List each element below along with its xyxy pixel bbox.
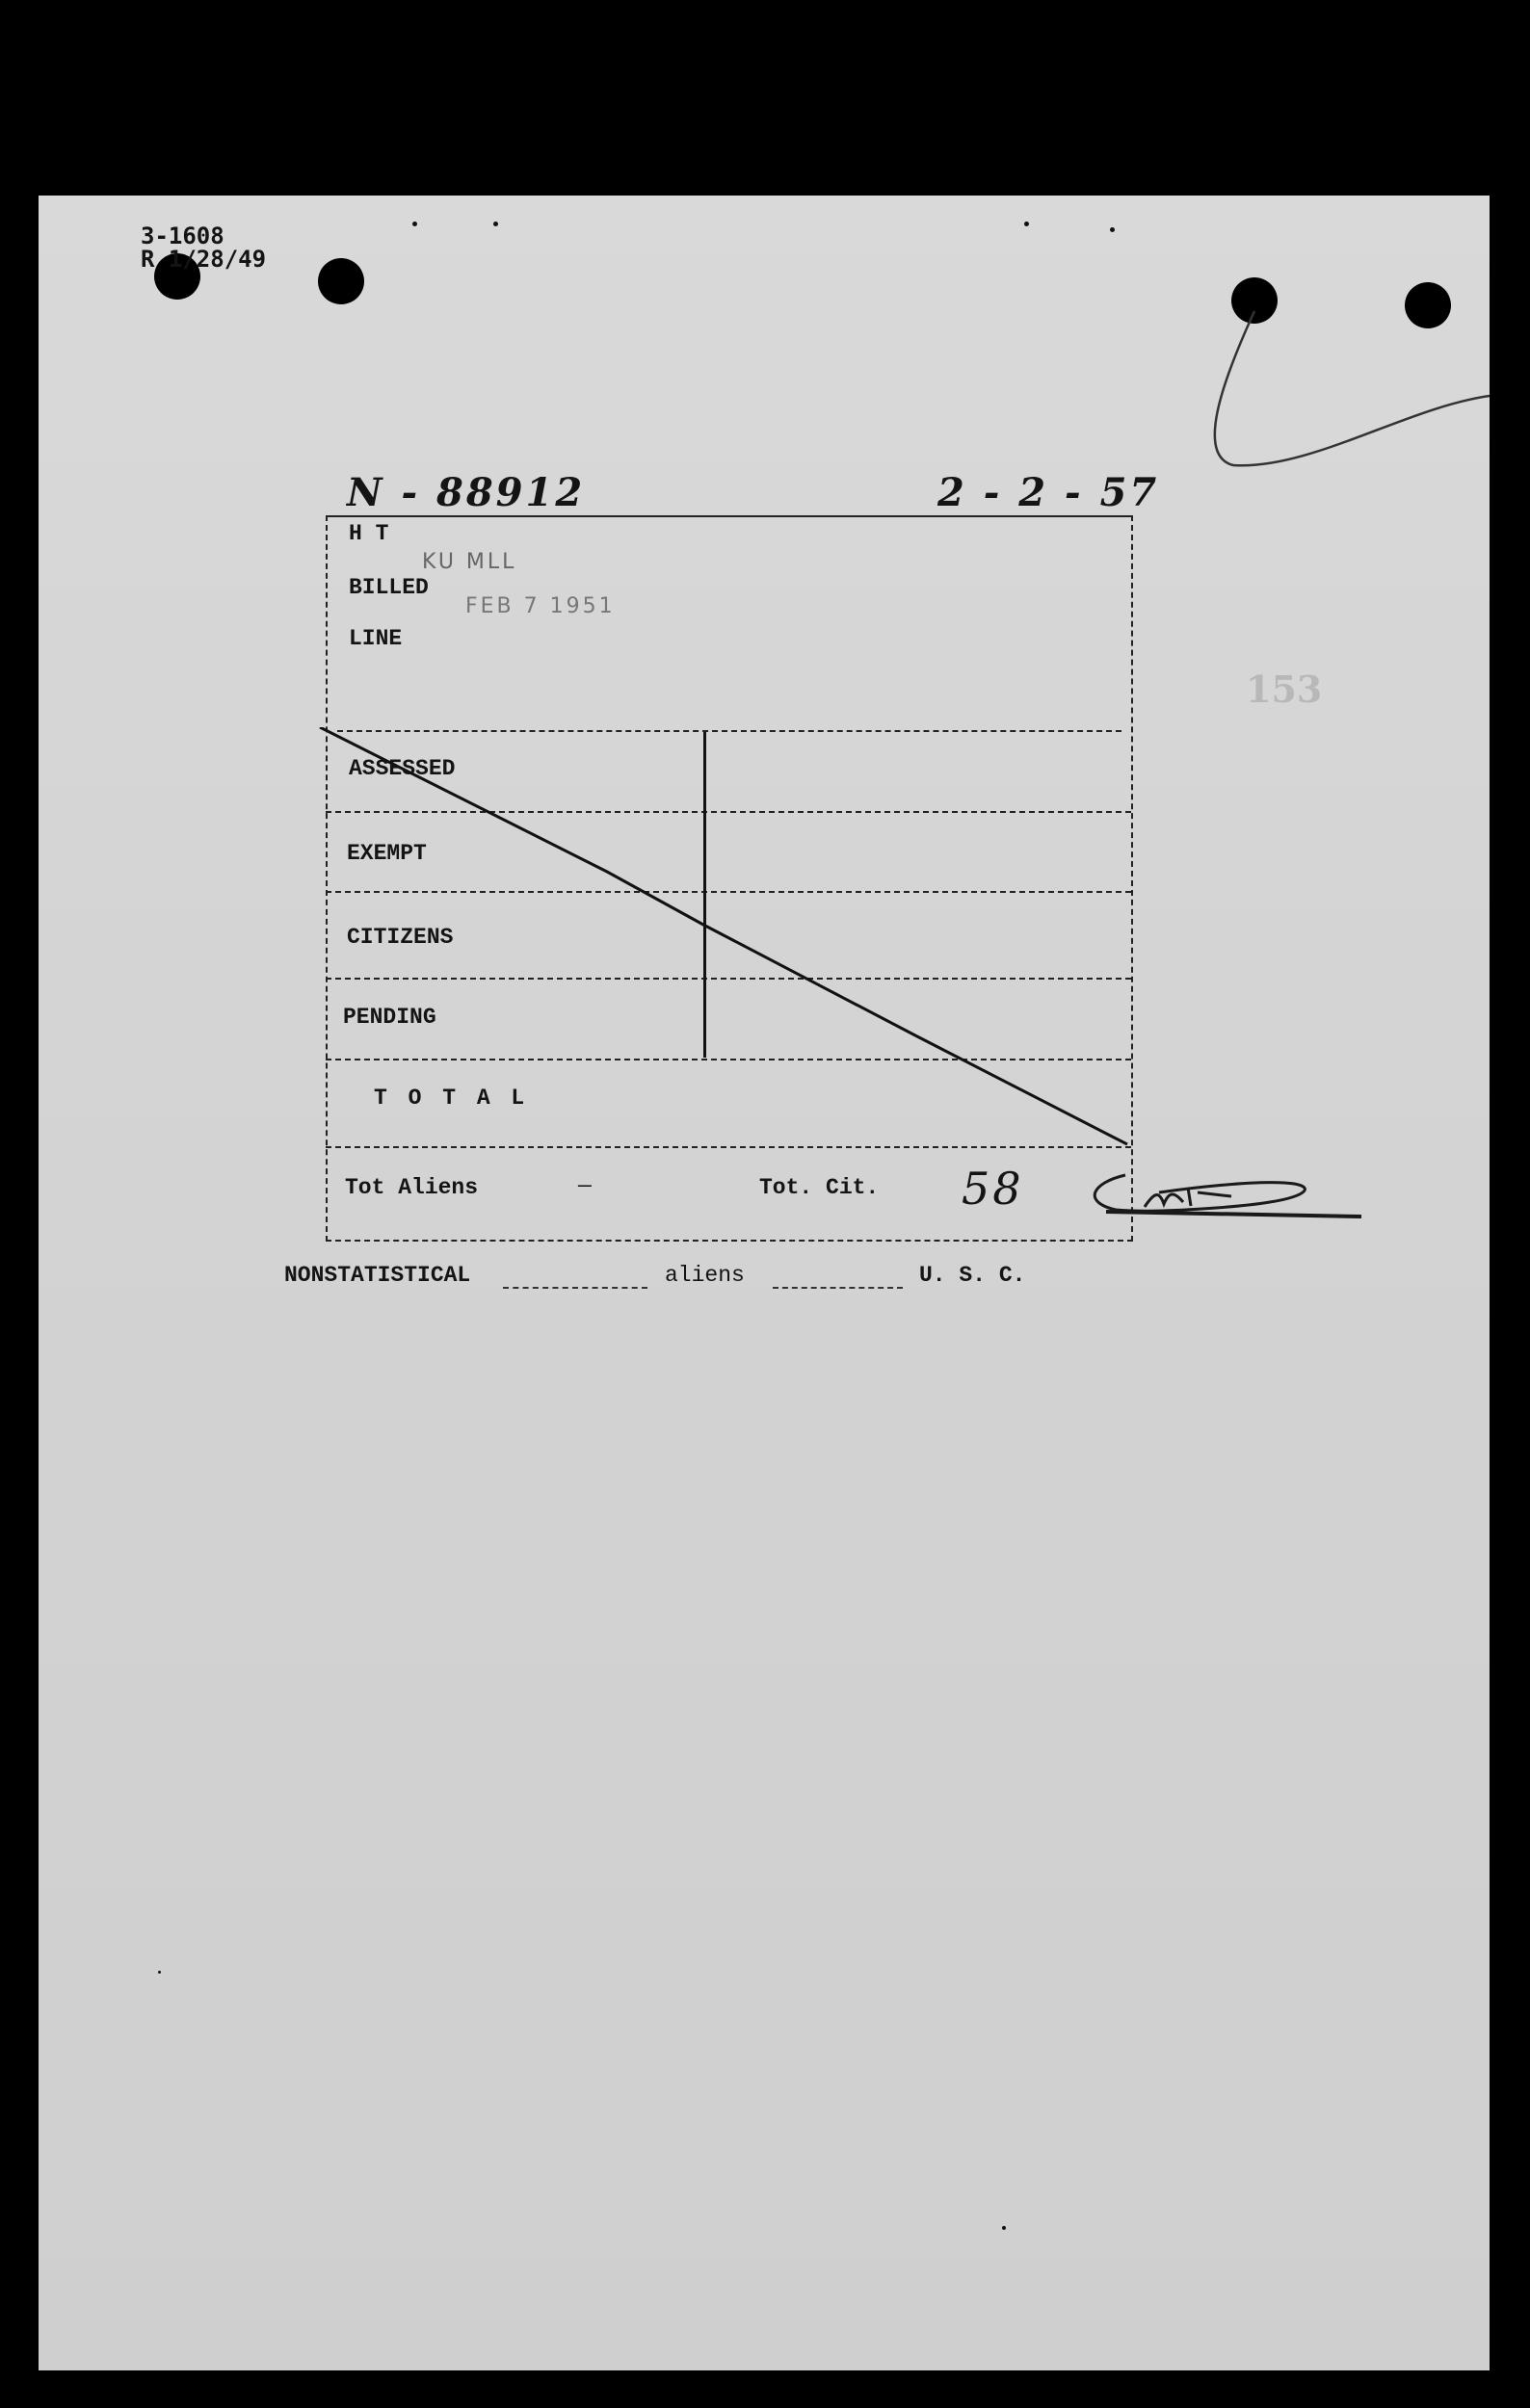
billed-date-stamp: FEB 7 1951: [465, 594, 616, 618]
box-bottom-border: [326, 1240, 1133, 1242]
folio-number: 153: [1246, 667, 1323, 711]
row-label-exempt: EXEMPT: [347, 841, 427, 866]
handwritten-date: 2 - 2 - 57: [937, 470, 1160, 515]
ink-speck: [412, 222, 417, 226]
form-revision-text: R 1/28/49: [141, 246, 267, 273]
nonstatistical-label: NONSTATISTICAL: [284, 1263, 471, 1288]
handwritten-initials: [1077, 1164, 1366, 1241]
diagonal-cancel-line: [318, 727, 1137, 1151]
ht-stamp: KU MLL: [422, 550, 517, 574]
form-number: [141, 224, 266, 271]
line-label: LINE: [349, 626, 403, 651]
ink-speck: [158, 1971, 161, 1974]
pencil-curve-mark: [1195, 292, 1493, 562]
tot-cit-value: 58: [962, 1163, 1024, 1215]
ht-label: H T: [349, 521, 389, 546]
row-label-citizens: CITIZENS: [347, 925, 454, 950]
ink-speck: [493, 222, 498, 226]
box-top-border: [326, 515, 1133, 517]
row-label-assessed: ASSESSED: [349, 756, 456, 781]
handwritten-file-number: N - 88912: [347, 470, 586, 515]
tot-aliens-label: Tot Aliens: [345, 1175, 479, 1200]
usc-label: U. S. C.: [919, 1263, 1026, 1288]
ink-speck: [1110, 227, 1115, 232]
form-number-text: 3-1608: [141, 222, 224, 249]
ink-speck: [1002, 2226, 1006, 2230]
nonstatistical-blank: [503, 1287, 647, 1289]
tot-cit-label: Tot. Cit.: [759, 1175, 880, 1200]
tot-aliens-value: —: [578, 1173, 592, 1198]
row-label-pending: PENDING: [343, 1005, 436, 1030]
document-page: [39, 196, 1490, 2370]
aliens-blank: [773, 1287, 903, 1289]
total-label: T O T A L: [374, 1086, 529, 1111]
billed-label: BILLED: [349, 575, 429, 600]
ink-speck: [1024, 222, 1029, 226]
punch-hole: [318, 258, 364, 304]
aliens-label: aliens: [665, 1263, 745, 1288]
form-box: [326, 515, 1133, 1242]
